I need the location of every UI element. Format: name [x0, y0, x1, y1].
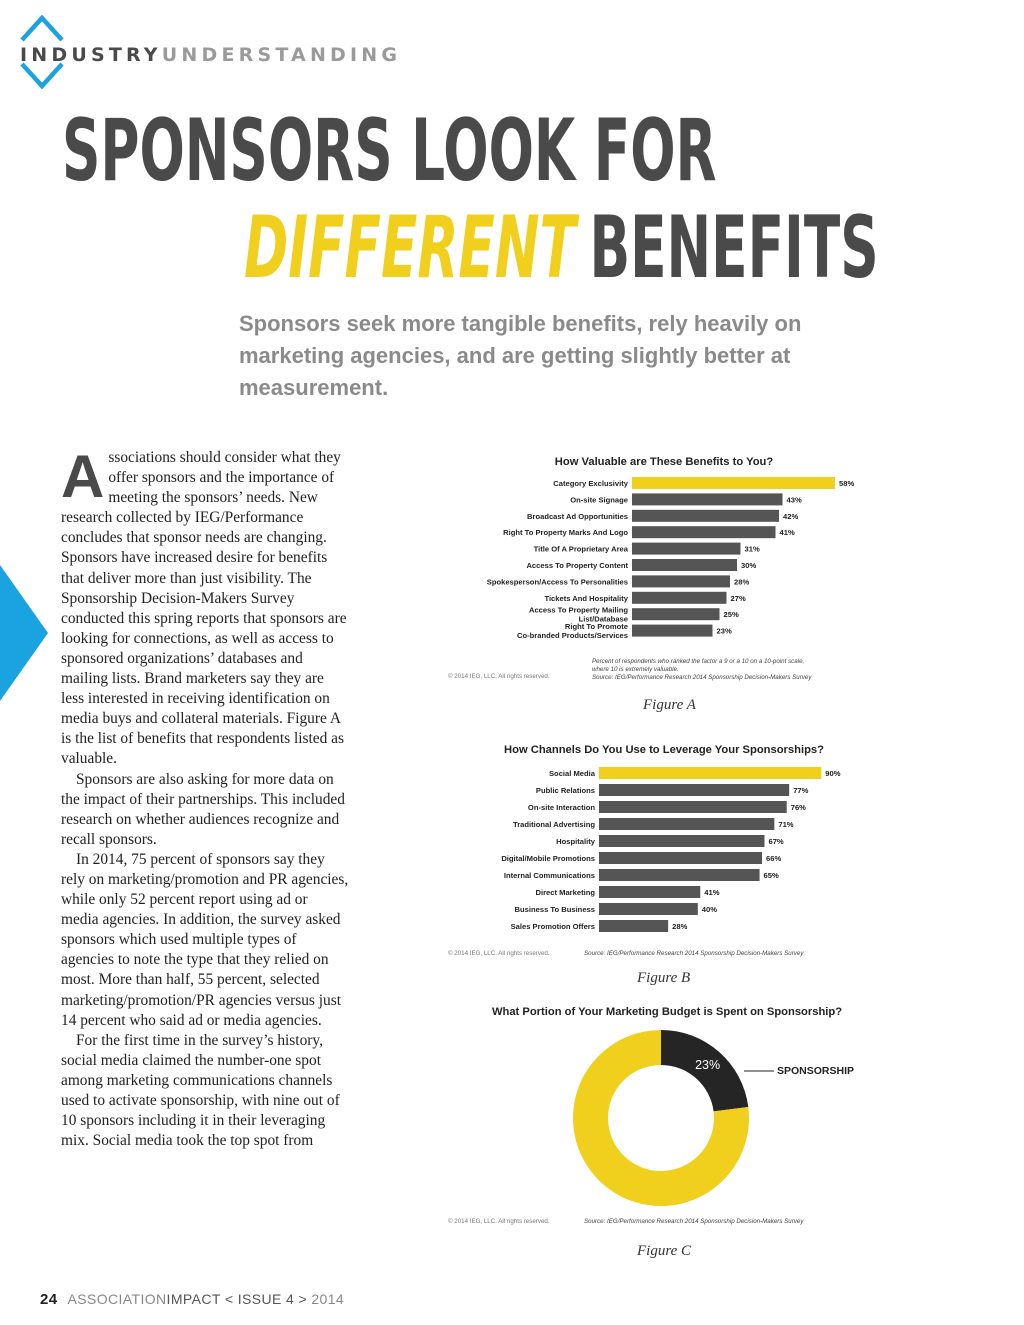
- article-paragraph-1: ssociations should consider what they offer sponsors and the importance of meeting the sponsors’ needs. New research collected by IEG/Performance concludes that sponsor needs are changing. Sponsors have increased desire for benefits that deliver more than just visibility. The Sponsorship Decision-Makers Survey conducted this spring reports that sponsors are looking for connections, as well as access to sponsored organizations’ databases and mailing lists. Brand marketers say they are less interested in receiving identification on media buys and collateral materials. Figure A is the list of benefits that respondents listed as valuable.: [61, 449, 347, 768]
- figure-b-value-label: 77%: [793, 786, 809, 795]
- figure-b-caption: Figure B: [637, 970, 691, 986]
- figure-a-value-label: 41%: [779, 528, 795, 538]
- figure-b-value-label: 41%: [704, 888, 720, 897]
- figure-a-category-label: Access To Property Mailing: [528, 605, 628, 615]
- figure-a-category-label: Broadcast Ad Opportunities: [527, 511, 628, 521]
- figure-b-value-label: 71%: [778, 820, 794, 829]
- figure-b-bar: [599, 767, 821, 779]
- figure-a-category-label: Title Of A Proprietary Area: [533, 544, 628, 554]
- page-number: 24: [40, 1291, 58, 1308]
- figure-b-bar: [599, 920, 668, 932]
- figure-a-category-label: Co-branded Products/Services: [517, 631, 628, 641]
- figure-b-category-label: Business To Business: [514, 905, 595, 914]
- figure-a-note-2: where 10 is extremely valuable.: [592, 666, 679, 673]
- headline-line2: [244, 198, 879, 298]
- figure-a-value-label: 30%: [741, 561, 757, 570]
- figure-b-bar: [599, 784, 789, 796]
- figure-c-caption: Figure C: [637, 1243, 692, 1259]
- figure-a-category-label: Spokesperson/Access To Personalities: [486, 577, 628, 587]
- figure-a-category-label: List/Database: [578, 614, 628, 624]
- page-footer: [40, 1291, 344, 1308]
- figure-a-source: Source: IEG/Performance Research 2014 Sponsorship Decision-Makers Survey: [592, 674, 812, 681]
- figure-a-category-label: Right To Property Marks And Logo: [503, 528, 628, 538]
- figure-b-category-label: Sales Promotion Offers: [510, 922, 595, 931]
- figure-a-value-label: 43%: [786, 495, 802, 505]
- figure-a-category-label: Category Exclusivity: [553, 479, 628, 488]
- figure-c-source: Source: IEG/Performance Research 2014 Sponsorship Decision-Makers Survey: [584, 1218, 804, 1225]
- figure-b-bar: [599, 835, 764, 847]
- figure-a-bar: [632, 608, 720, 620]
- section-label: [20, 44, 401, 66]
- figure-a-bar: [632, 493, 783, 505]
- figure-a-value-label: 42%: [783, 511, 799, 521]
- side-tab-icon: [0, 565, 48, 701]
- figure-a-bar: [632, 559, 737, 571]
- figure-a-chart: [440, 448, 900, 688]
- figure-b-value-label: 28%: [672, 922, 688, 931]
- figure-a-copyright: © 2014 IEG, LLC. All rights reserved.: [448, 673, 550, 680]
- figure-b-bar: [599, 886, 700, 898]
- article-paragraph-4: For the first time in the survey’s history, social media claimed the number-one spot among marketing communications channels used to activate sponsorship, with nine out of 10 sponsors including it in their leveraging mix. Social media took the top spot from: [61, 1031, 340, 1150]
- figure-b-value-label: 65%: [763, 871, 779, 880]
- figure-b-bar: [599, 818, 774, 830]
- figure-a-bar: [632, 543, 741, 555]
- figure-a-category-label: Right To Promote: [564, 622, 628, 632]
- figure-a-bar: [632, 477, 835, 489]
- article-paragraph-2: Sponsors are also asking for more data on the impact of their partnerships. This included research on whether audiences recognize and recall sponsors.: [61, 770, 345, 848]
- figure-b-category-label: Direct Marketing: [535, 888, 595, 897]
- figure-b-chart: [440, 737, 900, 961]
- donut-slice-value-label: 23%: [695, 1058, 721, 1073]
- headline-accent: DIFFERENT: [244, 198, 576, 298]
- figure-a-bar: [632, 526, 776, 538]
- figure-a-bar: [632, 592, 727, 604]
- section-label-word1: INDUSTRY: [20, 44, 162, 66]
- figure-b-copyright: © 2014 IEG, LLC. All rights reserved.: [448, 950, 550, 957]
- figure-a-bar: [632, 510, 779, 522]
- deck-subtitle: Sponsors seek more tangible benefits, rely heavily on marketing agencies, and are getting slightly better at measurement.: [239, 311, 802, 400]
- figure-b-category-label: Hospitality: [556, 837, 595, 846]
- figure-a-bar: [632, 575, 730, 587]
- figure-a-category-label: Tickets And Hospitality: [544, 593, 628, 603]
- figure-a-note-1: Percent of respondents who ranked the factor a 9 or a 10 on a 10-point scale,: [592, 658, 805, 665]
- publication-year: 2014: [311, 1291, 345, 1307]
- figure-b-value-label: 66%: [766, 854, 782, 863]
- publication-word1: ASSOCIATION: [67, 1291, 167, 1307]
- article-body: [61, 443, 349, 1151]
- figure-a-value-label: 28%: [734, 577, 750, 587]
- figure-a-value-label: 23%: [716, 626, 732, 636]
- figure-b-source: Source: IEG/Performance Research 2014 Sponsorship Decision-Makers Survey: [584, 950, 804, 957]
- figure-c-copyright: © 2014 IEG, LLC. All rights reserved.: [448, 1218, 550, 1225]
- figure-a-value-label: 31%: [744, 544, 760, 554]
- figure-b-category-label: Internal Communications: [503, 871, 595, 880]
- figure-b-value-label: 40%: [701, 905, 718, 914]
- headline-rest: BENEFITS: [589, 198, 879, 298]
- figure-a-value-label: 25%: [723, 610, 739, 620]
- figure-b-bar: [599, 903, 698, 915]
- figure-a-value-label: 27%: [730, 593, 746, 603]
- figure-a-title: How Valuable are These Benefits to You?: [554, 456, 774, 468]
- figure-b-bar: [599, 869, 760, 881]
- figure-b-value-label: 67%: [768, 837, 784, 846]
- sponsorship-slice-label: SPONSORSHIP: [777, 1065, 855, 1077]
- figure-b-category-label: Social Media: [548, 769, 595, 778]
- figure-a-bar: [632, 625, 713, 637]
- article-paragraph-3: In 2014, 75 percent of sponsors say they rely on marketing/promotion and PR agencies, while only 52 percent report using ad or media agencies. In addition, the survey asked sponsors which used multiple types of agencies to note the type that they relied on most. More than half, 55 percent, selected marketing/promotion/PR agencies versus just 14 percent who said ad or media agencies.: [61, 850, 349, 1029]
- figure-b-category-label: Digital/Mobile Promotions: [501, 854, 595, 863]
- figure-a-caption: Figure A: [643, 697, 696, 713]
- figure-b-category-label: Traditional Advertising: [513, 820, 595, 829]
- figure-b-value-label: 76%: [790, 803, 806, 812]
- headline-line1: SPONSORS LOOK FOR: [62, 101, 717, 201]
- figure-a-value-label: 58%: [839, 479, 855, 488]
- publication-issue: IMPACT < ISSUE 4 >: [166, 1291, 308, 1307]
- figure-a-category-label: On-site Signage: [570, 495, 628, 505]
- figure-b-value-label: 90%: [825, 769, 841, 778]
- figure-c-chart: [440, 1000, 900, 1230]
- figure-b-category-label: On-site Interaction: [527, 803, 595, 812]
- figure-b-title: How Channels Do You Use to Leverage Your Sponsorships?: [504, 744, 824, 756]
- figure-c-title: What Portion of Your Marketing Budget is Spent on Sponsorship?: [491, 1006, 843, 1018]
- drop-cap: A: [61, 443, 105, 510]
- figure-b-category-label: Public Relations: [535, 786, 595, 795]
- figure-b-bar: [599, 801, 787, 813]
- figure-a-category-label: Access To Property Content: [526, 561, 628, 570]
- section-label-word2: UNDERSTANDING: [161, 44, 402, 66]
- figure-b-bar: [599, 852, 762, 864]
